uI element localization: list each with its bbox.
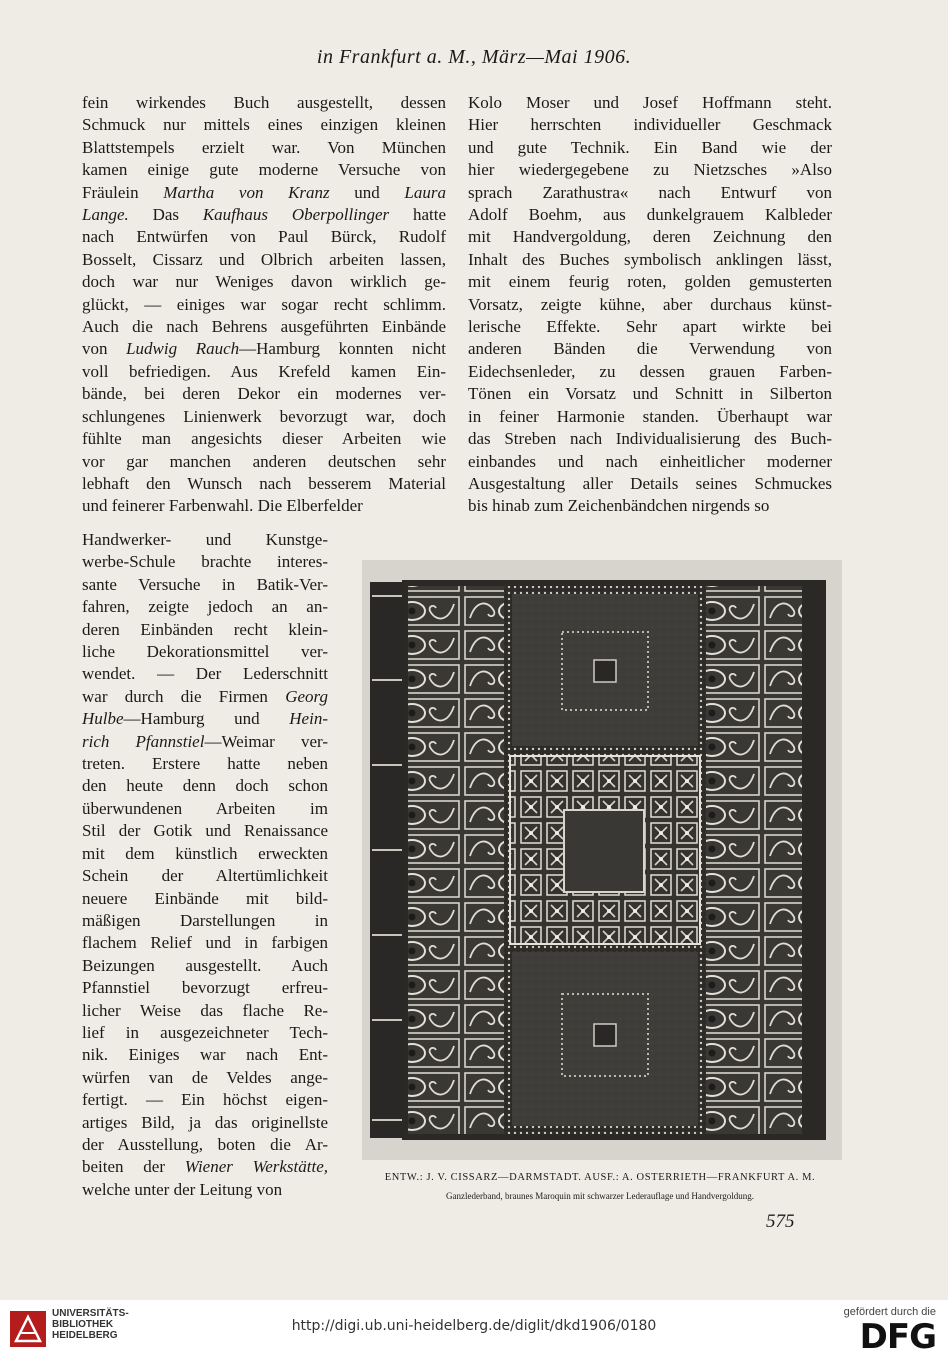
text-line: licher Weise das flache Re-: [82, 1000, 328, 1020]
text-line: Bosselt, Cissarz und Olbrich arbeiten lassen,: [82, 249, 446, 269]
text-line: Adolf Boehm, aus dunkelgrauem Kalbleder: [468, 205, 832, 225]
text-line: den heute denn doch schon: [82, 776, 328, 796]
text-line: und gute Technik. Ein Band wie der: [468, 137, 832, 157]
library-name: UNIVERSITÄTS- BIBLIOTHEK HEIDELBERG: [52, 1308, 129, 1341]
text-line: doch war nur Weniges davon wirklich ge-: [82, 272, 446, 292]
book-cover-illustration: [362, 560, 842, 1160]
text-line: treten. Erstere hatte neben: [82, 754, 328, 774]
text-line: hier wiedergegebene zu Nietzsches »Also: [468, 160, 832, 180]
text-line: überwundenen Arbeiten im: [82, 798, 328, 818]
text-line: nik. Einiges war nach Ent-: [82, 1045, 328, 1065]
text-column-left: [82, 92, 446, 518]
text-line: Schmuck nur mittels eines einzigen kleinen: [82, 115, 446, 135]
text-column-narrow: [82, 529, 328, 1201]
text-line: artiges Bild, ja das originellste: [82, 1112, 328, 1132]
text-column-right: [468, 92, 832, 518]
text-line: Fräulein Martha von Kranz und Laura: [82, 182, 446, 202]
text-line: Inhalt des Buches symbolisch anklingen lässt,: [468, 249, 832, 269]
text-line: Handwerker- und Kunstge-: [82, 530, 328, 549]
funding-note: gefördert durch die: [843, 1306, 936, 1318]
text-line: Pfannstiel bevorzugt erfreu-: [82, 978, 328, 998]
text-line: Hulbe—Hamburg und Hein-: [82, 709, 328, 729]
running-head: in Frankfurt a. M., März—Mai 1906.: [316, 46, 632, 68]
text-line: mit einem feurig roten, golden gemusterten: [468, 272, 832, 292]
text-line: lerische Effekte. Sehr apart wirkte bei: [468, 317, 832, 337]
permalink-url[interactable]: http://digi.ub.uni-heidelberg.de/diglit/dkd1906/0180: [291, 1318, 657, 1334]
text-line: mäßigen Darstellungen in: [82, 910, 328, 930]
text-line: Ausgestaltung aller Details seines Schmuckes: [468, 473, 832, 493]
text-line: kamen einige gute moderne Versuche von: [82, 160, 446, 180]
text-line: fühlte man angesichts dieser Arbeiten wie: [82, 429, 446, 449]
text-line: glückt, — einiges war sogar recht schlimm.: [82, 294, 446, 314]
text-line: wendet. — Der Lederschnitt: [82, 664, 328, 684]
text-line: Lange. Das Kaufhaus Oberpollinger hatte: [82, 205, 446, 225]
text-line: nach Entwürfen von Paul Bürck, Rudolf: [82, 227, 446, 247]
text-line: Stil der Gotik und Renaissance: [82, 821, 328, 841]
text-line: einbandes und nach einheitlicher moderner: [468, 451, 832, 471]
text-line: fein wirkendes Buch ausgestellt, dessen: [82, 93, 446, 112]
text-line: Vorsatz, zeigte kühne, aber durchaus künst-: [468, 294, 832, 314]
text-line: voll befriedigen. Aus Krefeld kamen Ein-: [82, 361, 446, 381]
text-line: deren Einbänden recht klein-: [82, 619, 328, 639]
text-line: lief in ausgezeichneter Tech-: [82, 1022, 328, 1042]
text-line: flachem Relief und in farbigen: [82, 933, 328, 953]
text-line: Beizungen ausgestellt. Auch: [82, 955, 328, 975]
text-line: der Ausstellung, boten die Ar-: [82, 1134, 328, 1154]
text-line: lebhaft den Wunsch nach besserem Material: [82, 473, 446, 493]
bookbinding-photo: [362, 560, 842, 1160]
text-line: beiten der Wiener Werkstätte,: [82, 1157, 328, 1177]
text-line: welche unter der Leitung von: [82, 1179, 283, 1199]
text-line: und feinerer Farbenwahl. Die Elberfelder: [82, 496, 363, 516]
text-line: Blattstempels erzielt war. Von München: [82, 137, 446, 157]
text-line: neuere Einbände mit bild-: [82, 888, 328, 908]
text-line: Hier herrschten individueller Geschmack: [468, 115, 832, 135]
text-line: Kolo Moser und Josef Hoffmann steht.: [468, 93, 832, 112]
text-line: von Ludwig Rauch—Hamburg konnten nicht: [82, 339, 446, 359]
text-line: bis hinab zum Zeichenbändchen nirgends so: [468, 496, 770, 516]
text-line: werbe-Schule brachte interes-: [82, 552, 328, 572]
text-line: rich Pfannstiel—Weimar ver-: [82, 731, 328, 751]
text-line: das Streben nach Individualisierung des Buch-: [468, 429, 832, 449]
text-line: fertigt. — Ein höchst eigen-: [82, 1090, 328, 1110]
text-line: vor gar manchen anderen deutschen sehr: [82, 451, 446, 471]
text-line: Tönen ein Vorsatz und Schnitt in Silberton: [468, 384, 832, 404]
page-number: 575: [766, 1211, 795, 1232]
text-line: fahren, zeigte jedoch an an-: [82, 597, 328, 617]
text-line: war durch die Firmen Georg: [82, 686, 328, 706]
text-line: liche Dekorationsmittel ver-: [82, 642, 328, 662]
text-line: sprach Zarathustra« nach Entwurf von: [468, 182, 832, 202]
dfg-logo: DFG: [859, 1317, 936, 1357]
text-line: mit dem künstlich erweckten: [82, 843, 328, 863]
text-line: schlungenes Linienwerk bevorzugt war, doch: [82, 406, 446, 426]
text-line: würfen van de Veldes ange-: [82, 1067, 328, 1087]
figure-caption-credits: ENTW.: J. V. CISSARZ—DARMSTADT. AUSF.: A. OSTERRIETH—FRANKFURT A. M.: [384, 1172, 816, 1183]
figure-caption-description: Ganzlederband, braunes Maroquin mit schwarzer Lederauflage und Handvergoldung.: [446, 1191, 754, 1201]
text-line: Auch die nach Behrens ausgeführten Einbände: [82, 317, 446, 337]
text-line: bände, bei deren Dekor ein modernes ver-: [82, 384, 446, 404]
text-line: mit Handvergoldung, deren Zeichnung den: [468, 227, 832, 247]
text-line: sante Versuche in Batik-Ver-: [82, 574, 328, 594]
text-line: Schein der Altertümlichkeit: [82, 866, 328, 886]
text-line: Eidechsenleder, zu dessen grauen Farben-: [468, 361, 832, 381]
text-line: anderen Bänden die Verwendung von: [468, 339, 832, 359]
viewer-footer: [0, 1300, 948, 1358]
text-line: in feiner Harmonie standen. Überhaupt war: [468, 406, 832, 426]
